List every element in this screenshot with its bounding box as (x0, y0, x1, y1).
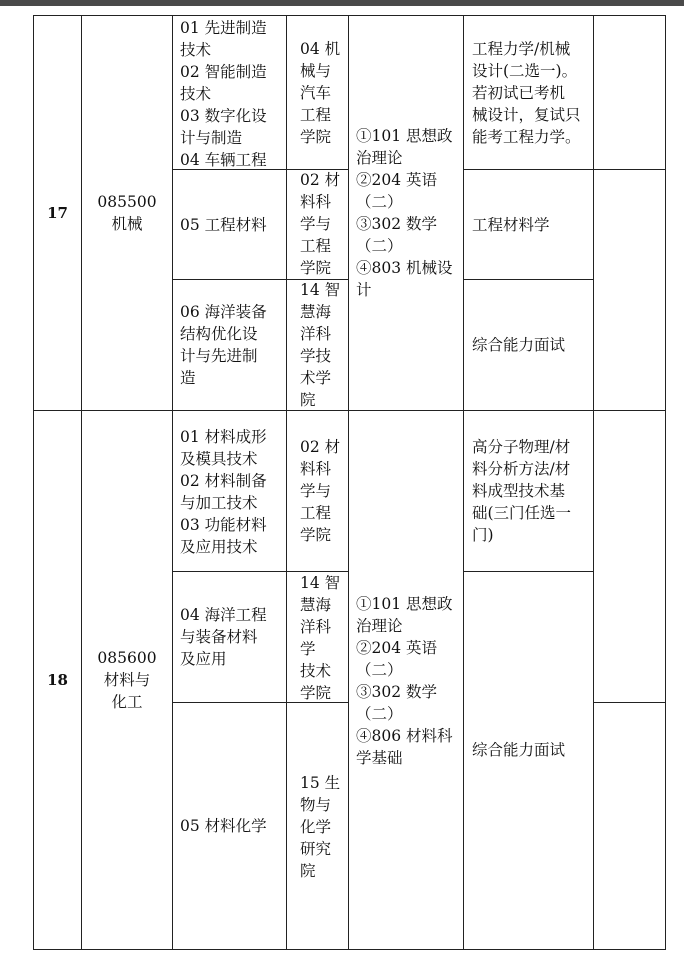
retest-cell: 高分子物理/材 料分析方法/材 料成型技术基 础(三门任选一 门) (472, 438, 572, 544)
retest-cell: 工程材料学 (472, 215, 550, 234)
major-code: 085500 机械 (97, 193, 157, 233)
college-cell: 04 机 械与 汽车 工程 学院 (300, 40, 341, 146)
college-cell: 02 材 料科 学与 工程 学院 (300, 438, 341, 544)
major-code: 085600 材料与 化工 (97, 649, 157, 711)
college-cell: 02 材 料科 学与 工程 学院 (300, 171, 341, 277)
exam-subjects: ①101 思想政 治理论 ②204 英语 （二） ③302 数学 （二） ④803 机械设 计 (356, 127, 453, 299)
exam-subjects: ①101 思想政 治理论 ②204 英语 （二） ③302 数学 （二） ④806 材料科 学基础 (356, 595, 453, 767)
retest-cell: 综合能力面试 (472, 741, 566, 759)
row-index: 18 (47, 671, 68, 689)
direction-cell: 05 材料化学 (180, 817, 267, 835)
direction-cell: 06 海洋装备 结构优化设 计与先进制 造 (180, 303, 267, 387)
direction-cell: 05 工程材料 (180, 215, 267, 234)
direction-cell: 01 先进制造 技术 02 智能制造 技术 03 数字化设 计与制造 04 车辆工程 (180, 19, 267, 169)
college-cell: 14 智 慧海 洋科 学 技术 学院 (300, 574, 341, 702)
direction-cell: 04 海洋工程 与装备材料 及应用 (180, 606, 267, 668)
college-cell: 15 生 物与 化学 研究 院 (300, 774, 341, 880)
college-cell: 14 智 慧海 洋科 学技 术学 院 (300, 281, 341, 409)
row-index: 17 (47, 204, 68, 222)
retest-cell: 工程力学/机械 设计(二选一)。 若初试已考机 械设计，复试只 能考工程力学。 (472, 40, 581, 146)
top-bar (0, 0, 684, 6)
direction-cell: 01 材料成形 及模具技术 02 材料制备 与加工技术 03 功能材料 及应用技术 (180, 428, 267, 556)
retest-cell: 综合能力面试 (472, 336, 566, 354)
